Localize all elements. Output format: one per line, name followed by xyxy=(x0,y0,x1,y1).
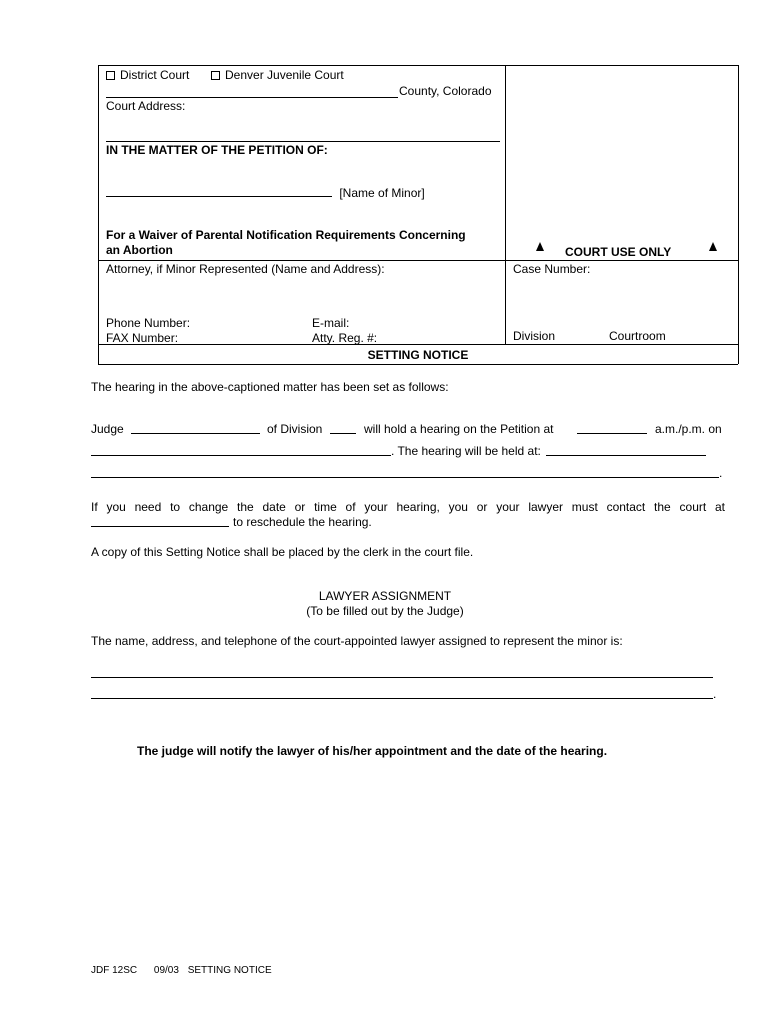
waiver-title-line2: an Abortion xyxy=(106,243,173,257)
footer xyxy=(91,965,272,976)
change-text-line1: If you need to change the date or time of your hearing, you or your lawyer must contact the court at xyxy=(91,500,725,514)
lawyer-text: The name, address, and telephone of the court-appointed lawyer assigned to represent the minor is: xyxy=(91,634,623,648)
lawyer-info-blank-1[interactable] xyxy=(91,665,713,678)
division-blank[interactable] xyxy=(330,421,356,434)
case-number-label: Case Number: xyxy=(513,262,591,276)
location-blank-2[interactable] xyxy=(91,465,719,478)
judge-label: Judge xyxy=(91,422,124,436)
form-date: 09/03 xyxy=(153,965,179,976)
minor-name-blank[interactable] xyxy=(106,184,332,197)
up-arrow-icon xyxy=(536,242,544,251)
held-at-label: . The hearing will be held at: xyxy=(391,444,541,458)
checkbox-icon xyxy=(106,71,115,80)
copy-notice-text: A copy of this Setting Notice shall be placed by the clerk in the court file. xyxy=(91,545,474,559)
checkbox-icon xyxy=(211,71,220,80)
fax-label: FAX Number: xyxy=(106,331,179,345)
time-blank[interactable] xyxy=(577,421,647,434)
will-hold-label: will hold a hearing on the Petition at xyxy=(364,422,554,436)
footer-title: SETTING NOTICE xyxy=(187,965,272,976)
matter-label: IN THE MATTER OF THE PETITION OF: xyxy=(106,143,328,157)
juvenile-court-checkbox[interactable]: Denver Juvenile Court xyxy=(211,68,344,82)
ampm-on-label: a.m./p.m. on xyxy=(655,422,722,436)
courtroom-label: Courtroom xyxy=(609,329,666,343)
minor-name-label: [Name of Minor] xyxy=(339,186,425,200)
waiver-title-line1: For a Waiver of Parental Notification Requirements Concerning xyxy=(106,228,466,242)
minor-name-field[interactable] xyxy=(106,184,425,200)
setting-notice-title: SETTING NOTICE xyxy=(367,348,469,362)
of-division-label: of Division xyxy=(267,422,323,436)
division-label: Division xyxy=(513,329,556,343)
district-court-checkbox[interactable]: District Court xyxy=(106,68,189,82)
period: . xyxy=(719,466,723,480)
judge-notify-text: The judge will notify the lawyer of his/her appointment and the date of the hearing. xyxy=(137,744,608,758)
change-text-line2: to reschedule the hearing. xyxy=(233,515,372,529)
lawyer-assignment-subheading: (To be filled out by the Judge) xyxy=(306,604,464,618)
court-address-label: Court Address: xyxy=(106,99,186,113)
judge-name-blank[interactable] xyxy=(131,421,260,434)
atty-reg-label: Atty. Reg. #: xyxy=(312,331,378,345)
county-label: County, Colorado xyxy=(399,84,492,98)
form-code: JDF 12SC xyxy=(91,965,138,976)
phone-label: Phone Number: xyxy=(106,316,191,330)
court-use-only-label: COURT USE ONLY xyxy=(565,245,672,259)
up-arrow-icon xyxy=(709,242,717,251)
lawyer-assignment-heading: LAWYER ASSIGNMENT xyxy=(318,589,452,603)
intro-text: The hearing in the above-captioned matter has been set as follows: xyxy=(91,380,449,394)
lawyer-info-blank-2[interactable] xyxy=(91,686,713,699)
court-contact-blank[interactable] xyxy=(91,514,229,527)
location-blank[interactable] xyxy=(546,443,706,456)
email-label: E-mail: xyxy=(312,316,350,330)
date-blank[interactable] xyxy=(91,443,391,456)
attorney-label: Attorney, if Minor Represented (Name and Address): xyxy=(106,262,385,276)
period: . xyxy=(713,687,717,701)
